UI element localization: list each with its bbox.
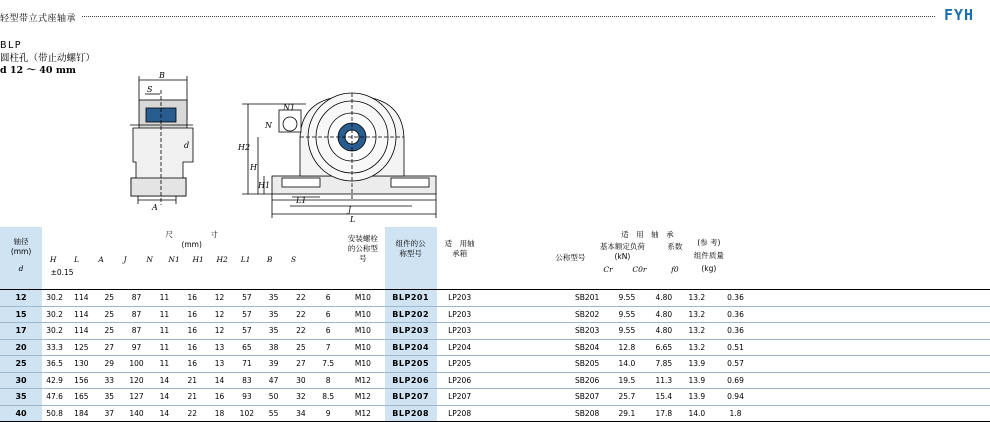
cell-mass: 0.69 (714, 372, 756, 389)
label-S: S (147, 85, 153, 94)
cell-cr: 12.8 (605, 339, 648, 356)
table-row (0, 339, 990, 356)
cell-housing: LP203 (437, 290, 483, 307)
cell-spacer (757, 389, 990, 406)
cell-h: 42.9 (42, 372, 67, 389)
cell-a: 25 (96, 306, 123, 323)
cell-mass: 0.51 (714, 339, 756, 356)
cell-n1: 16 (179, 306, 206, 323)
cell-l: 156 (67, 372, 95, 389)
cell-housing: LP206 (437, 372, 483, 389)
header-bolt-label: 安装螺栓的公称型号 (347, 234, 378, 263)
product-description: 圆柱孔（带止动螺钉） (0, 52, 96, 64)
cell-s: 8.5 (315, 389, 341, 406)
label-L: L (350, 215, 356, 224)
cell-j: 87 (123, 306, 150, 323)
table-row (0, 356, 990, 373)
cell-s: 8 (315, 372, 341, 389)
cell-n: 11 (150, 339, 178, 356)
cell-h2: 57 (233, 323, 260, 340)
label-A: A (152, 203, 158, 212)
cell-a: 37 (96, 405, 123, 422)
page-title: 轻型带立式座轴承 (0, 14, 77, 24)
cell-spacer (757, 290, 990, 307)
cell-h2: 65 (233, 339, 260, 356)
cell-n: 11 (150, 290, 178, 307)
cell-d: 12 (0, 290, 42, 307)
cell-bearing: SB201 (482, 290, 605, 307)
cell-bolt: M10 (341, 290, 384, 307)
cell-h: 36.5 (42, 356, 67, 373)
cell-bolt: M10 (341, 306, 384, 323)
cell-f0: 13.2 (679, 323, 714, 340)
cell-f0: 13.9 (679, 389, 714, 406)
cell-d: 25 (0, 356, 42, 373)
cell-n1: 21 (179, 389, 206, 406)
header-S: S (291, 255, 297, 264)
cell-f0: 13.9 (679, 372, 714, 389)
cell-l: 165 (67, 389, 95, 406)
cell-j: 127 (123, 389, 150, 406)
cell-c0r: 11.3 (648, 372, 679, 389)
header-mass-unit: (kg) (701, 264, 717, 273)
cell-h1: 12 (206, 306, 233, 323)
cell-unit: BLP207 (385, 389, 437, 406)
header-bearing (482, 227, 990, 290)
header-bore (0, 227, 42, 290)
cell-h2: 57 (233, 290, 260, 307)
label-N: N (265, 121, 272, 130)
header-factor: 系数 (667, 242, 683, 251)
header-tolerance: ±0.15 (50, 268, 74, 277)
cell-j: 120 (123, 372, 150, 389)
header-A: A (98, 255, 104, 264)
brand-logo: FYH (944, 6, 975, 24)
cell-mass: 0.57 (714, 356, 756, 373)
cell-h1: 12 (206, 323, 233, 340)
cell-spacer (757, 405, 990, 422)
cell-mass: 0.36 (714, 290, 756, 307)
cell-b: 25 (287, 339, 315, 356)
header-N1: N1 (168, 255, 180, 264)
cell-bolt: M10 (341, 356, 384, 373)
cell-s: 6 (315, 290, 341, 307)
cell-n1: 21 (179, 372, 206, 389)
header-Cr: Cr (603, 265, 613, 274)
cell-l: 114 (67, 306, 95, 323)
header-B: B (266, 255, 273, 264)
cell-a: 27 (96, 339, 123, 356)
cell-unit: BLP203 (385, 323, 437, 340)
cell-f0: 13.2 (679, 339, 714, 356)
cell-h2: 83 (233, 372, 260, 389)
cell-cr: 14.0 (605, 356, 648, 373)
cell-d: 40 (0, 405, 42, 422)
cell-n: 11 (150, 306, 178, 323)
cell-n1: 16 (179, 290, 206, 307)
cell-a: 25 (96, 290, 123, 307)
cell-b: 32 (287, 389, 315, 406)
cell-h: 30.2 (42, 323, 67, 340)
cell-h1: 13 (206, 356, 233, 373)
table-row (0, 323, 990, 340)
cell-b: 27 (287, 356, 315, 373)
cell-housing: LP208 (437, 405, 483, 422)
header-C0r: C0r (632, 265, 647, 274)
label-J: J (348, 205, 352, 214)
label-N1: N1 (283, 103, 296, 112)
label-H: H (250, 163, 257, 172)
cell-b: 22 (287, 323, 315, 340)
label-H1: H1 (258, 181, 271, 190)
cell-a: 35 (96, 389, 123, 406)
table-row (0, 389, 990, 406)
cell-f0: 14.0 (679, 405, 714, 422)
cell-bolt: M12 (341, 405, 384, 422)
cell-l1: 35 (260, 323, 286, 340)
cell-n: 14 (150, 389, 178, 406)
cell-l1: 35 (260, 290, 286, 307)
header-unit-label: 组件的公称型号 (395, 239, 426, 258)
header-H2: H2 (216, 255, 228, 264)
cell-n1: 16 (179, 356, 206, 373)
header-dimensions (42, 227, 341, 290)
cell-h1: 12 (206, 290, 233, 307)
cell-c0r: 4.80 (648, 323, 679, 340)
cell-unit: BLP202 (385, 306, 437, 323)
header-L1: L1 (240, 255, 251, 264)
cell-n: 14 (150, 405, 178, 422)
cell-bolt: M12 (341, 372, 384, 389)
cell-b: 34 (287, 405, 315, 422)
label-H2: H2 (238, 143, 251, 152)
header-bolt (341, 227, 384, 290)
table-row (0, 290, 990, 307)
cell-cr: 9.55 (605, 290, 648, 307)
cell-bolt: M12 (341, 389, 384, 406)
table-row (0, 306, 990, 323)
cell-b: 22 (287, 306, 315, 323)
cell-l: 125 (67, 339, 95, 356)
cell-s: 6 (315, 306, 341, 323)
cell-bearing: SB205 (482, 356, 605, 373)
cell-h1: 14 (206, 372, 233, 389)
cell-n1: 16 (179, 339, 206, 356)
header-f0: f0 (671, 265, 679, 274)
header-mass: 组件质量 (693, 251, 724, 260)
cell-spacer (757, 323, 990, 340)
table-row (0, 372, 990, 389)
cell-h: 30.2 (42, 290, 67, 307)
cell-f0: 13.2 (679, 290, 714, 307)
header-load-title: 基本额定负荷 (599, 242, 645, 251)
cell-unit: BLP204 (385, 339, 437, 356)
cell-h: 30.2 (42, 306, 67, 323)
cell-n: 11 (150, 323, 178, 340)
header-bearing-no: 公称型号 (555, 253, 586, 262)
cell-bearing: SB202 (482, 306, 605, 323)
header-H1: H1 (192, 255, 204, 264)
cell-housing: LP207 (437, 389, 483, 406)
cell-c0r: 7.85 (648, 356, 679, 373)
cell-unit: BLP205 (385, 356, 437, 373)
cell-h2: 102 (233, 405, 260, 422)
cell-unit: BLP208 (385, 405, 437, 422)
cell-h2: 71 (233, 356, 260, 373)
cell-n1: 22 (179, 405, 206, 422)
cell-j: 87 (123, 323, 150, 340)
cell-s: 6 (315, 323, 341, 340)
cell-a: 29 (96, 356, 123, 373)
cell-bearing: SB204 (482, 339, 605, 356)
header-housing (437, 227, 483, 290)
cell-j: 97 (123, 339, 150, 356)
header-mass-ref: (参 考) (697, 238, 721, 247)
cell-bearing: SB207 (482, 389, 605, 406)
cell-spacer (757, 356, 990, 373)
cell-bearing: SB203 (482, 323, 605, 340)
cell-j: 100 (123, 356, 150, 373)
cell-c0r: 6.65 (648, 339, 679, 356)
label-L1: L1 (296, 196, 307, 205)
cell-l: 114 (67, 290, 95, 307)
header-dims-unit: (mm) (181, 240, 202, 249)
cell-bearing: SB208 (482, 405, 605, 422)
product-code: BLP (0, 40, 23, 51)
cell-mass: 0.36 (714, 306, 756, 323)
header-housing-label: 适 用轴承箱 (444, 239, 475, 258)
cell-b: 30 (287, 372, 315, 389)
cell-c0r: 4.80 (648, 290, 679, 307)
header-bore-unit: (mm) (10, 247, 32, 256)
cell-c0r: 15.4 (648, 389, 679, 406)
cell-j: 140 (123, 405, 150, 422)
header-bore-label: 轴径 (13, 237, 29, 246)
header-J: J (123, 255, 127, 264)
cell-n1: 16 (179, 323, 206, 340)
cell-h2: 93 (233, 389, 260, 406)
cell-s: 9 (315, 405, 341, 422)
cell-l: 130 (67, 356, 95, 373)
cell-unit: BLP201 (385, 290, 437, 307)
cell-housing: LP204 (437, 339, 483, 356)
header-dims-symbols (42, 255, 341, 264)
bore-range: d 12 ～ 40 mm (0, 65, 76, 76)
cell-l: 184 (67, 405, 95, 422)
cell-cr: 25.7 (605, 389, 648, 406)
cell-l1: 39 (260, 356, 286, 373)
cell-d: 17 (0, 323, 42, 340)
cell-spacer (757, 339, 990, 356)
cell-housing: LP203 (437, 306, 483, 323)
cell-h1: 18 (206, 405, 233, 422)
cell-s: 7 (315, 339, 341, 356)
cell-d: 30 (0, 372, 42, 389)
cell-f0: 13.9 (679, 356, 714, 373)
cell-cr: 9.55 (605, 306, 648, 323)
cell-b: 22 (287, 290, 315, 307)
cell-f0: 13.2 (679, 306, 714, 323)
cell-l1: 55 (260, 405, 286, 422)
header-L: L (74, 255, 80, 264)
cell-cr: 29.1 (605, 405, 648, 422)
cell-l1: 50 (260, 389, 286, 406)
table-row (0, 405, 990, 422)
cell-bolt: M10 (341, 323, 384, 340)
cell-bearing: SB206 (482, 372, 605, 389)
spec-table (0, 227, 990, 422)
cell-bolt: M10 (341, 339, 384, 356)
cell-s: 7.5 (315, 356, 341, 373)
cell-d: 20 (0, 339, 42, 356)
cell-unit: BLP206 (385, 372, 437, 389)
header-load-unit: (kN) (614, 252, 631, 261)
cell-h: 47.6 (42, 389, 67, 406)
cell-housing: LP203 (437, 323, 483, 340)
cell-d: 35 (0, 389, 42, 406)
cell-h2: 57 (233, 306, 260, 323)
cell-h1: 16 (206, 389, 233, 406)
label-d: d (184, 141, 190, 150)
cell-a: 33 (96, 372, 123, 389)
cell-n: 14 (150, 372, 178, 389)
cell-h: 50.8 (42, 405, 67, 422)
cell-l1: 47 (260, 372, 286, 389)
cell-mass: 0.94 (714, 389, 756, 406)
cell-c0r: 17.8 (648, 405, 679, 422)
table-header-row (0, 227, 990, 290)
cell-c0r: 4.80 (648, 306, 679, 323)
header-bearing-title: 适 用 轴 承 (621, 230, 674, 239)
header-unit (385, 227, 437, 290)
header-H: H (49, 255, 57, 264)
cell-mass: 0.36 (714, 323, 756, 340)
header-dims-title: 尺 寸 (165, 230, 218, 239)
cell-spacer (757, 372, 990, 389)
side-view (130, 71, 193, 212)
front-view (237, 93, 436, 224)
cell-mass: 1.8 (714, 405, 756, 422)
cell-h1: 13 (206, 339, 233, 356)
cell-l: 114 (67, 323, 95, 340)
cell-a: 25 (96, 323, 123, 340)
label-B: B (159, 71, 165, 80)
cell-j: 87 (123, 290, 150, 307)
cell-l1: 38 (260, 339, 286, 356)
cell-housing: LP205 (437, 356, 483, 373)
cell-n: 11 (150, 356, 178, 373)
header-bore-symbol: d (18, 264, 24, 273)
cell-d: 15 (0, 306, 42, 323)
cell-h: 33.3 (42, 339, 67, 356)
cell-l1: 35 (260, 306, 286, 323)
header-N: N (146, 255, 153, 264)
cell-cr: 9.55 (605, 323, 648, 340)
cell-cr: 19.5 (605, 372, 648, 389)
cell-spacer (757, 306, 990, 323)
